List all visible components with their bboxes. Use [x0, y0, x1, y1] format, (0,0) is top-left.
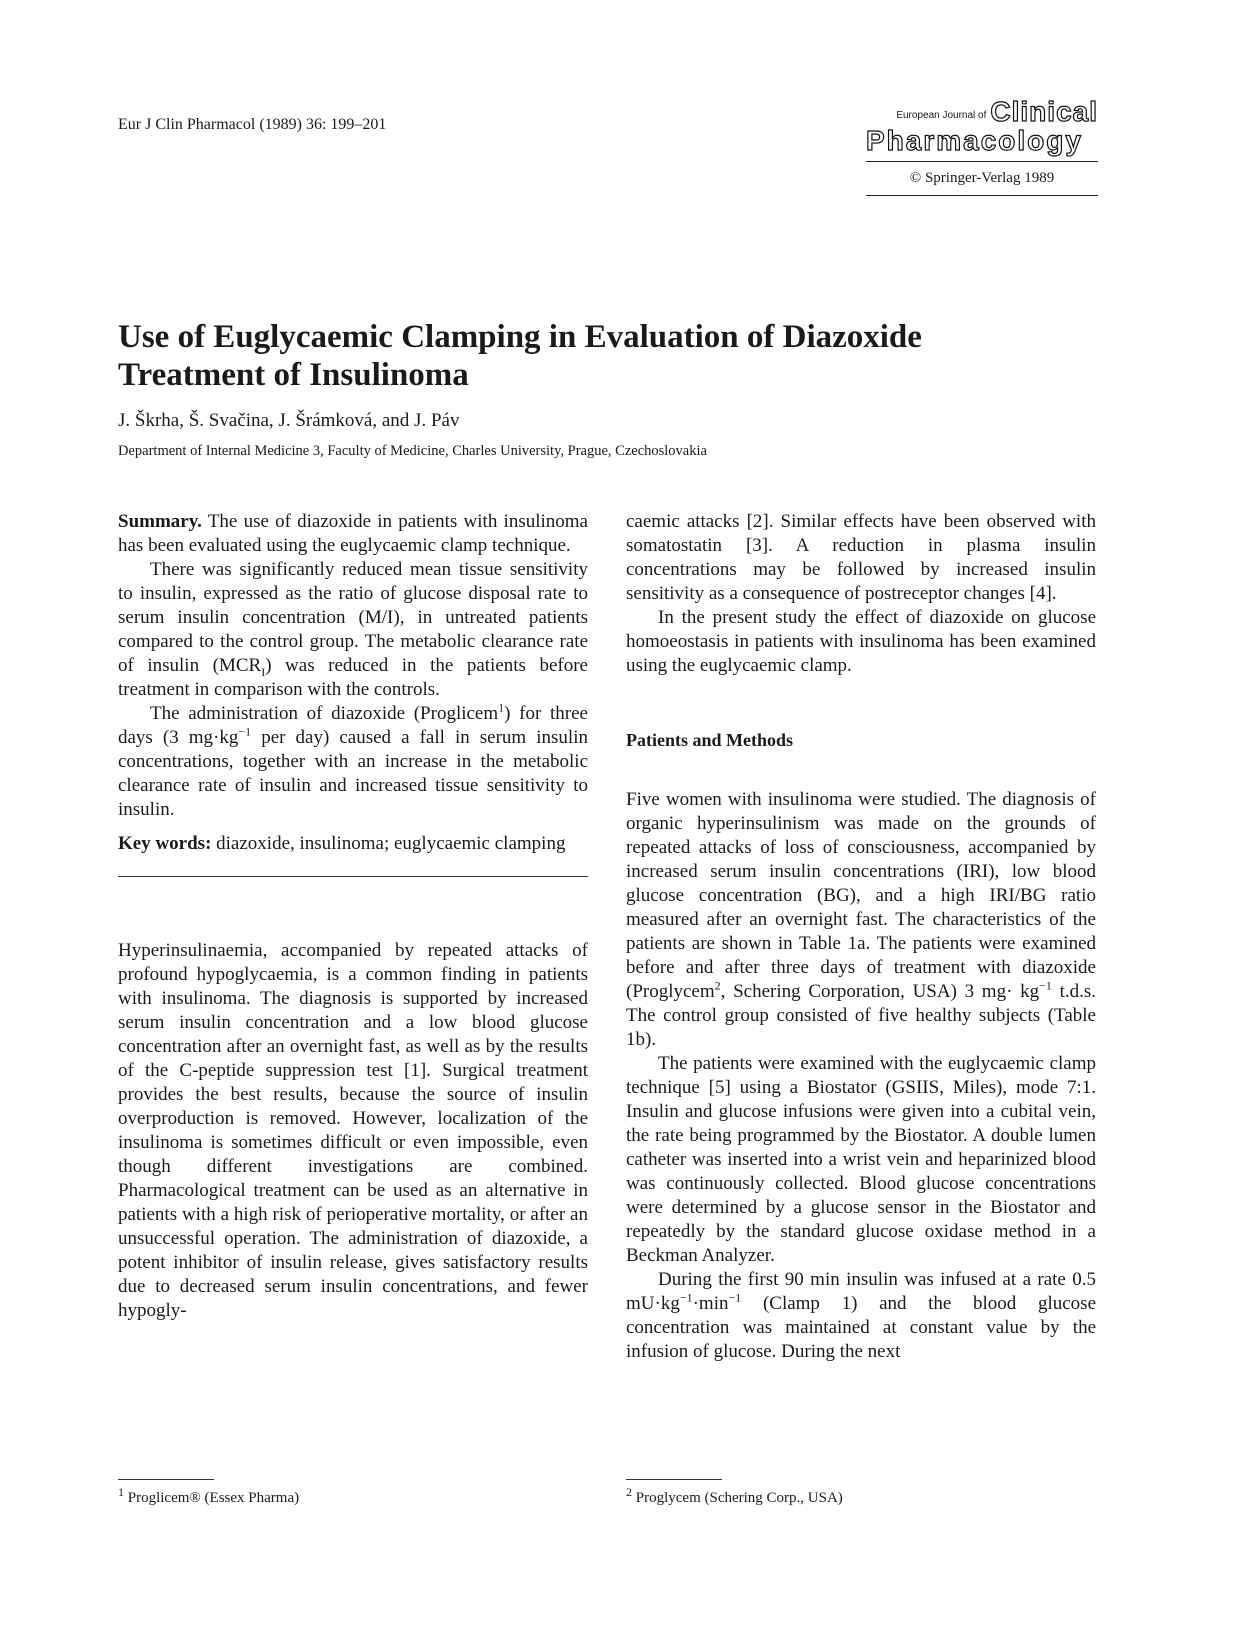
- methods-text-1a: Five women with insulinoma were studied. The diagnosis of organic hyperinsulinism was made on the grounds of repeated attacks of loss of consciousness, accompanied by increased serum insulin concentrations (IRI), low blood glucose concentration (BG), and a high IRI/BG ratio measured after an overnight fast. The characteristics of the patients are shown in Table 1a. The patients were examined before and after three days of treatment with diazoxide (Proglycem: [626, 789, 1096, 1002]
- footnote-ref: 1: [498, 700, 505, 715]
- footnote-marker: 2: [626, 1485, 632, 1499]
- superscript: −1: [728, 1290, 742, 1305]
- study-aim-paragraph: In the present study the effect of diazoxide on glucose homoeostasis in patients with insulinoma has been examined using the euglycaemic clamp.: [626, 607, 1096, 676]
- footnote-rule-left: [118, 1479, 214, 1480]
- superscript: −1: [1039, 978, 1052, 993]
- summary-text-3a: The administration of diazoxide (Proglicem: [150, 703, 499, 724]
- right-column: [626, 510, 1096, 1364]
- footnote-text: Proglycem (Schering Corp., USA): [632, 1490, 843, 1506]
- logo-word-clinical: Clinical: [990, 96, 1098, 127]
- article-title: [118, 318, 1018, 394]
- methods-paragraph-1: [626, 788, 1096, 1052]
- left-column: [118, 510, 588, 1323]
- methods-text-1c: t.d.s. The control group consisted of five healthy subjects (Table 1b).: [626, 981, 1096, 1050]
- footnote-right: [626, 1485, 843, 1507]
- summary-paragraph-2: [118, 558, 588, 702]
- methods-text-3b: ·min: [692, 1293, 729, 1314]
- title-line-2: Treatment of Insulinoma: [118, 357, 469, 393]
- footnote-rule-right: [626, 1479, 722, 1480]
- keywords: [118, 832, 588, 856]
- affiliation: Department of Internal Medicine 3, Faculty of Medicine, Charles University, Prague, Czechoslovakia: [118, 443, 707, 459]
- author-list: J. Škrha, Š. Svačina, J. Šrámková, and J. Páv: [118, 410, 460, 431]
- copyright-notice: © Springer-Verlag 1989: [909, 170, 1055, 186]
- methods-paragraph-3: [626, 1268, 1096, 1364]
- superscript: −1: [238, 724, 252, 739]
- methods-paragraph-2: The patients were examined with the euglycaemic clamp technique [5] using a Biostator (GSIIS, Miles), mode 7:1. Insulin and glucose infusions were given into a cubital vein, the rate being programmed by the Biostator. A double lumen catheter was inserted into a wrist vein and heparinized blood was continuously collected. Blood glucose concentrations were determined by a glucose sensor in the Biostator and repeatedly by the standard glucose oxidase method in a Beckman Analyzer.: [626, 1053, 1096, 1266]
- summary-text-1: The use of diazoxide in patients with insulinoma has been evaluated using the euglycaemic clamp technique.: [118, 511, 588, 556]
- title-line-1: Use of Euglycaemic Clamping in Evaluation of Diazoxide: [118, 319, 922, 355]
- footnote-text: Proglicem® (Essex Pharma): [124, 1490, 300, 1506]
- methods-text-3c: (Clamp 1) and the blood glucose concentration was maintained at constant value by the infusion of glucose. During the next: [626, 1293, 1096, 1362]
- subscript: I: [261, 664, 266, 679]
- logo-divider-bottom: [866, 195, 1098, 196]
- methods-text-3a: During the first 90 min insulin was infused at a rate 0.5 mU·kg: [626, 1269, 1096, 1314]
- summary-paragraph-1: [118, 510, 588, 558]
- summary-text-3b: ) for three days (3 mg·kg: [118, 703, 588, 748]
- logo-small-text: European Journal of: [896, 110, 987, 121]
- intro-paragraph-cont: caemic attacks [2]. Similar effects have been observed with somatostatin [3]. A reduction in plasma insulin concentrations may be followed by increased insulin sensitivity as a consequence of postreceptor changes [4].: [626, 511, 1096, 604]
- journal-logo: [866, 98, 1098, 196]
- logo-word-pharmacology: Pharmacology: [866, 125, 1083, 156]
- intro-paragraph: Hyperinsulinaemia, accompanied by repeated attacks of profound hypoglycaemia, is a common finding in patients with insulinoma. The diagnosis is supported by increased serum insulin concentration and a low blood glucose concentration after an overnight fast, as well as by the results of the C-peptide suppression test [1]. Surgical treatment provides the best results, because the source of insulin overproduction is removed. However, localization of the insulinoma is sometimes difficult or even impossible, even though different investigations are combined. Pharmacological treatment can be used as an alternative in patients with a high risk of perioperative mortality, or after an unsuccessful operation. The administration of diazoxide, a potent inhibitor of insulin release, gives satisfactory results due to decreased serum insulin concentrations, and fewer hypogly-: [118, 940, 588, 1321]
- summary-paragraph-3: [118, 702, 588, 822]
- summary-text-3c: per day) caused a fall in serum insulin concentrations, together with an increase in the metabolic clearance rate of insulin and increased tissue sensitivity to insulin.: [118, 727, 588, 820]
- summary-text-2-end: ) was reduced in the patients before treatment in comparison with the controls.: [118, 655, 588, 700]
- keywords-label: Key words:: [118, 833, 212, 854]
- footnote-left: [118, 1485, 300, 1507]
- summary-text-2: There was significantly reduced mean tissue sensitivity to insulin, expressed as the ratio of glucose disposal rate to serum insulin concentration (M/I), in untreated patients compared to the control group. The metabolic clearance rate of insulin (MCR: [118, 559, 588, 676]
- footnote-marker: 1: [118, 1485, 124, 1499]
- summary-label: Summary.: [118, 511, 202, 532]
- section-heading-methods: Patients and Methods: [626, 730, 794, 750]
- footnote-ref: 2: [714, 978, 721, 993]
- superscript: −1: [679, 1290, 693, 1305]
- methods-text-1b: , Schering Corporation, USA) 3 mg· kg: [720, 981, 1040, 1002]
- keywords-text: diazoxide, insulinoma; euglycaemic clamping: [211, 833, 566, 854]
- journal-citation: Eur J Clin Pharmacol (1989) 36: 199–201: [118, 116, 387, 133]
